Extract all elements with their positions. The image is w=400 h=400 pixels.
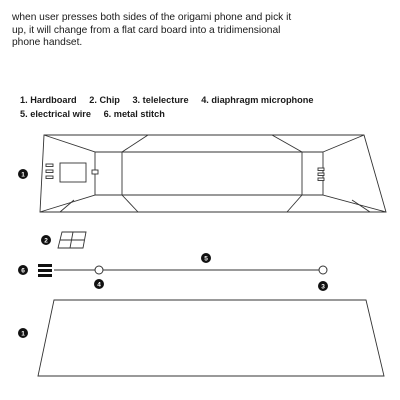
legend-item-hardboard: 1. Hardboard: [20, 95, 77, 105]
svg-text:5: 5: [204, 255, 208, 263]
legend-item-metal-stitch: 6. metal stitch: [103, 109, 165, 119]
callout-badge-metal-stitch: [18, 265, 28, 275]
callout-badge-hardboard-top: [18, 169, 28, 179]
microphone-node: [95, 266, 103, 274]
svg-text:3: 3: [321, 283, 325, 291]
svg-text:1: 1: [21, 330, 25, 338]
flat-hardboard: [38, 300, 384, 376]
legend-item-microphone: 4. diaphragm microphone: [201, 95, 314, 105]
intro-line: when user presses both sides of the origami phone and pick it: [12, 12, 292, 23]
electrical-wire: [54, 266, 327, 274]
legend-item-telelecture: 3. telelecture: [132, 95, 189, 105]
svg-text:1: 1: [21, 171, 25, 179]
svg-text:6: 6: [21, 267, 25, 275]
legend-item-chip: 2. Chip: [89, 95, 120, 105]
callout-badge-chip: [41, 235, 51, 245]
board-stitch-right: [318, 168, 324, 181]
svg-text:4: 4: [97, 281, 101, 289]
telelecture-node: [319, 266, 327, 274]
chip-part: [58, 232, 86, 248]
callout-badge-microphone: [94, 279, 104, 289]
callout-badge-electrical-wire: [201, 253, 211, 263]
svg-text:2: 2: [44, 237, 48, 245]
intro-line: phone handset.: [12, 37, 83, 48]
metal-stitch-part: [38, 264, 52, 277]
intro-line: up, it will change from a flat card board into a tridimensional: [12, 24, 281, 36]
legend-item-electrical-wire: 5. electrical wire: [20, 109, 91, 119]
callout-badge-telelecture: [318, 281, 328, 291]
callout-badge-hardboard-bottom: [18, 328, 28, 338]
